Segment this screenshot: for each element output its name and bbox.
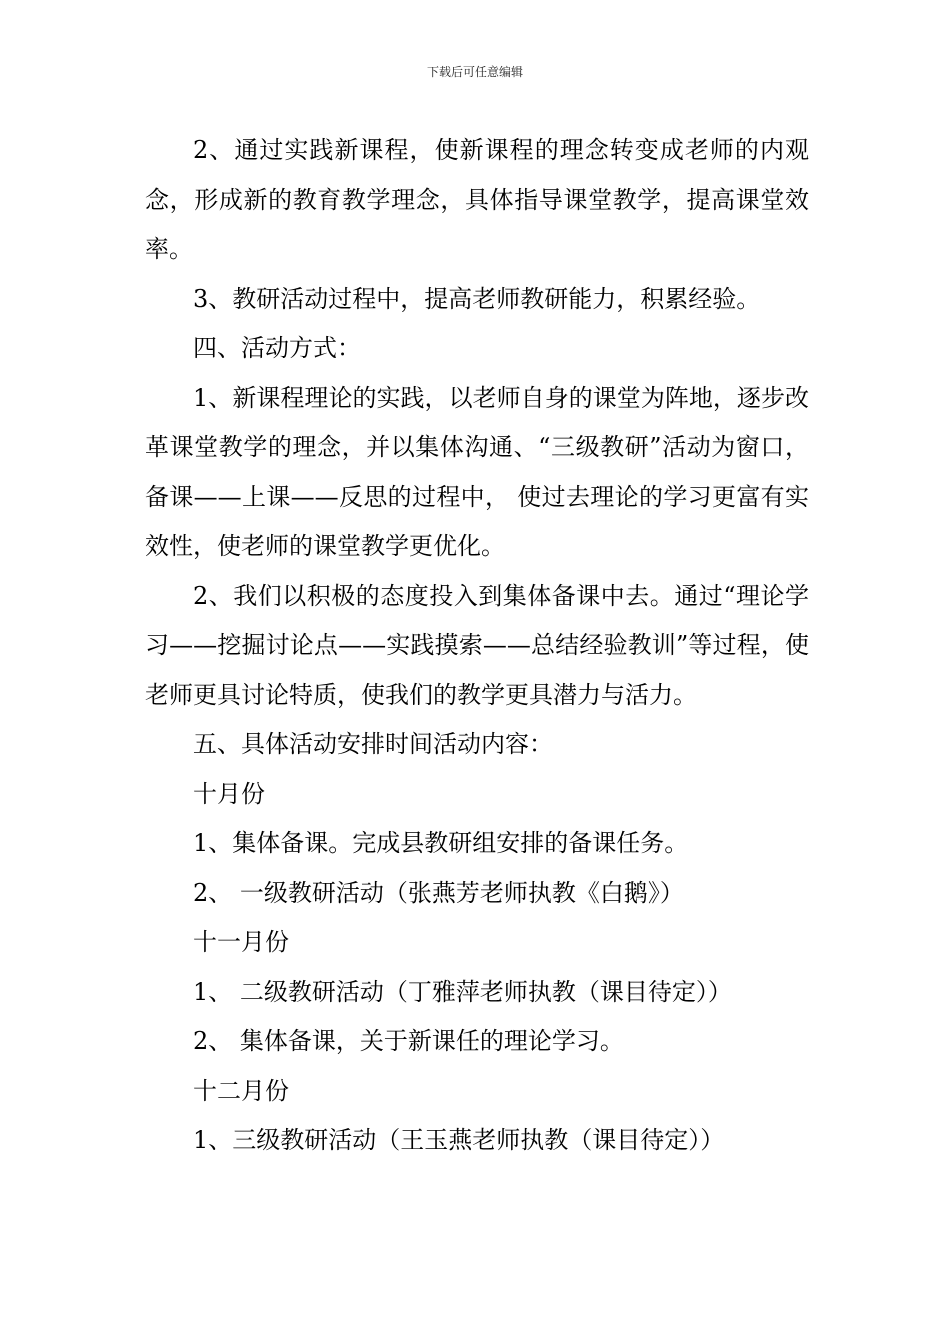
month-heading: 十二月份 — [193, 1076, 289, 1105]
paragraph: 2、我们以积极的态度投入到集体备课中去。通过“理论学习——挖掘讨论点——实践摸索——总结经验教训”等过程，使老师更具讨论特质，使我们的教学更具潜力与活力。 — [145, 581, 809, 709]
section-heading: 五、具体活动安排时间活动内容： — [193, 730, 553, 758]
list-item: 2、 集体备课，关于新课任的理论学习。 — [193, 1027, 624, 1055]
list-item: 1、集体备课。完成县教研组安排的备课任务。 — [193, 829, 689, 857]
paragraph: 2、通过实践新课程，使新课程的理念转变成老师的内观念，形成新的教育教学理念，具体指导课堂教学，提高课堂效率。 — [145, 136, 809, 263]
document-body — [145, 126, 809, 1166]
month-heading: 十一月份 — [193, 928, 289, 956]
paragraph: 1、新课程理论的实践，以老师自身的课堂为阵地，逐步改革课堂教学的理念，并以集体沟通、“三级教研”活动为窗口，备课——上课——反思的过程中， 使过去理论的学习更富有实效性，使老师的课堂教学更优化。 — [145, 383, 809, 560]
paragraph: 3、教研活动过程中，提高老师教研能力，积累经验。 — [193, 284, 761, 313]
month-heading: 十月份 — [193, 779, 265, 808]
page-header: 下载后可任意编辑 — [426, 65, 523, 79]
list-item: 1、三级教研活动（王玉燕老师执教（课目待定）） — [193, 1126, 725, 1154]
list-item: 2、 一级教研活动（张燕芳老师执教《白鹅》） — [193, 878, 684, 907]
section-heading: 四、活动方式： — [193, 334, 361, 362]
list-item: 1、 二级教研活动（丁雅萍老师执教（课目待定）） — [193, 977, 732, 1006]
